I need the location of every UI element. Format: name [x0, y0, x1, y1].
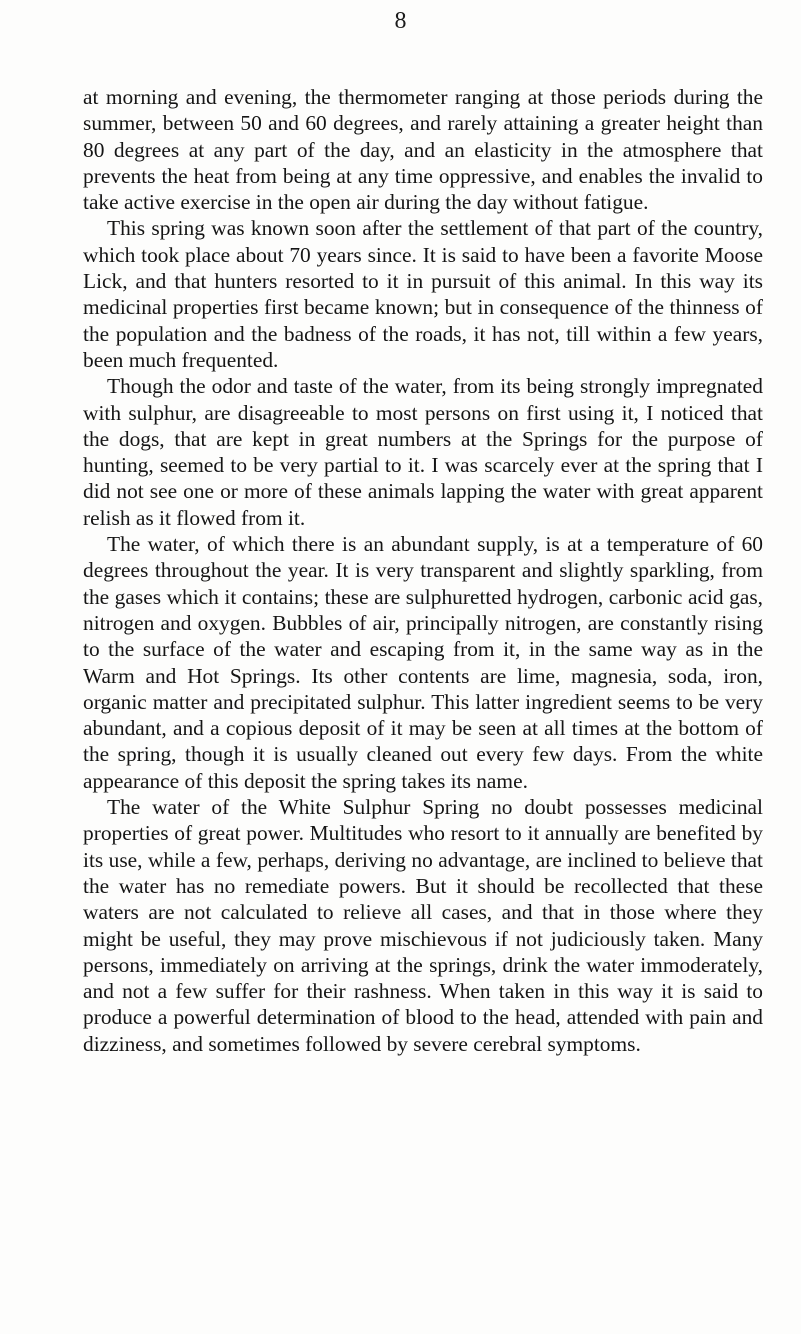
paragraph-history: This spring was known soon after the settlement of that part of the country, which took place about 70 years since. It is said to have been a favorite Moose Lick, and that hunters resorted to it in pursuit of this animal. In this way its medicinal properties first became known; but in consequence of the thinness of the population and the badness of the roads, it has not, till within a few years, been much frequented.	[83, 216, 763, 372]
paragraph-dogs: Though the odor and taste of the water, from its being strongly impregnated with sulphur, are disagreeable to most persons on first using it, I noticed that the dogs, that are kept in great numbers at the Springs for the purpose of hunting, seemed to be very partial to it. I was scarcely ever at the spring that I did not see one or more of these animals lapping the water with great apparent relish as it flowed from it.	[83, 374, 763, 530]
paragraph-medicinal-properties: The water of the White Sulphur Spring no doubt possesses medicinal properties of great power. Multitudes who resort to it annually are benefited by its use, while a few, perhaps, deriving no advantage, are inclined to believe that the water has no remediate powers. But it should be recollected that these waters are not calculated to relieve all cases, and that in those where they might be useful, they may prove mischievous if not judiciously taken. Many persons, immediately on arriving at the springs, drink the water immoderately, and not a few suffer for their rashness. When taken in this way it is said to produce a powerful determination of blood to the head, attended with pain and dizziness, and sometimes followed by severe cerebral symptoms.	[83, 795, 763, 1056]
body-text	[83, 84, 763, 1057]
paragraph-water-composition: The water, of which there is an abundant supply, is at a temperature of 60 degrees throughout the year. It is very transparent and slightly sparkling, from the gases which it contains; these are sulphuretted hydrogen, carbonic acid gas, nitrogen and oxygen. Bubbles of air, principally nitrogen, are constantly rising to the surface of the water and escaping from it, in the same way as in the Warm and Hot Springs. Its other contents are lime, magnesia, soda, iron, organic matter and precipitated sulphur. This latter ingredient seems to be very abundant, and a copious deposit of it may be seen at all times at the bottom of the spring, though it is usually cleaned out every few days. From the white appearance of this deposit the spring takes its name.	[83, 532, 763, 793]
paragraph-continuation: at morning and evening, the thermometer ranging at those periods during the summer, between 50 and 60 degrees, and rarely attaining a greater height than 80 degrees at any part of the day, and an elasticity in the atmosphere that prevents the heat from being at any time oppressive, and enables the invalid to take active exercise in the open air during the day without fatigue.	[83, 85, 763, 215]
page-number: 8	[394, 8, 407, 34]
